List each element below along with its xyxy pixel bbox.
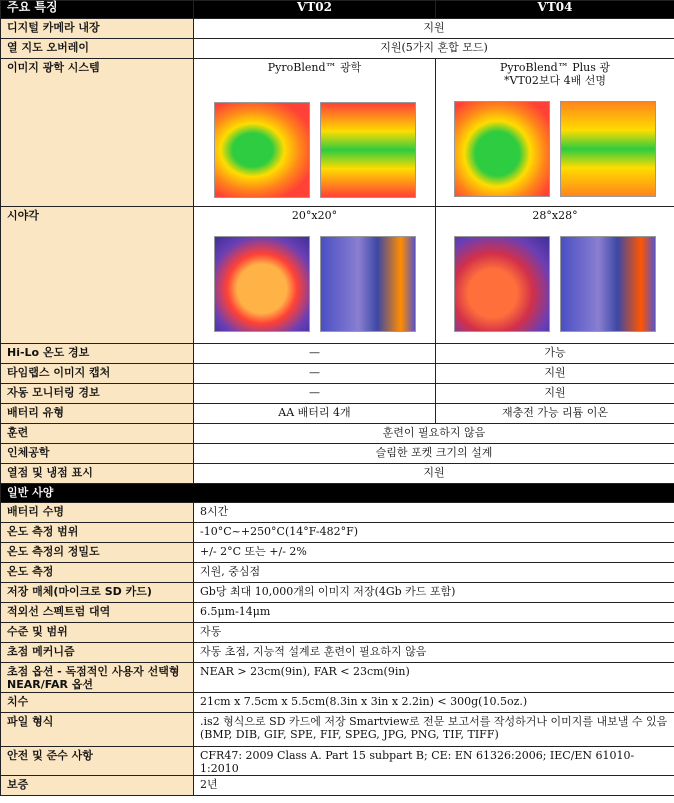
spec-label: 수준 및 범위 <box>1 623 194 643</box>
row-label: 자동 모니터링 경보 <box>1 384 194 404</box>
spec-value: 2년 <box>194 776 674 796</box>
spec-row <box>1 603 674 623</box>
spec-label: 저장 매체(마이크로 SD 카드) <box>1 583 194 603</box>
header-vt04: VT04 <box>436 1 674 19</box>
section-title: 일반 사양 <box>1 484 674 503</box>
row-value-vt02: — <box>194 384 436 404</box>
spec-value: 21cm x 7.5cm x 5.5cm(8.3in x 3in x 2.2in) < 300g(10.5oz.) <box>194 693 674 713</box>
row-label: Hi-Lo 온도 경보 <box>1 344 194 364</box>
spec-value: 지원, 중심점 <box>194 563 674 583</box>
spec-label: 파일 형식 <box>1 713 194 747</box>
spec-value: 8시간 <box>194 503 674 523</box>
fov-vt04-cell <box>436 207 674 344</box>
row-label: 열점 및 냉점 표시 <box>1 464 194 484</box>
fov-vt02-text: 20°x20° <box>291 209 338 222</box>
row-value: 지원 <box>194 19 674 39</box>
row-label: 인체공학 <box>1 444 194 464</box>
optics-vt02-cell <box>194 59 436 207</box>
row-value-vt02: AA 배터리 4개 <box>194 404 436 424</box>
spec-row <box>1 693 674 713</box>
spec-row <box>1 523 674 543</box>
spec-label: 배터리 수명 <box>1 503 194 523</box>
optics-vt04-cell <box>436 59 674 207</box>
row-value-vt02: — <box>194 344 436 364</box>
spec-label: 안전 및 준수 사항 <box>1 747 194 776</box>
spec-label: 온도 측정 <box>1 563 194 583</box>
thermal-image <box>454 236 550 332</box>
header-row <box>1 1 674 19</box>
header-vt02: VT02 <box>194 1 436 19</box>
thermal-image <box>320 236 416 332</box>
row-value: 슬림한 포켓 크기의 설계 <box>194 444 674 464</box>
spec-row <box>1 747 674 776</box>
row-value: 지원 <box>194 464 674 484</box>
spec-label: 초점 옵션 - 독점적인 사용자 선택형 NEAR/FAR 옵션 <box>1 663 194 693</box>
thermal-image <box>560 101 656 197</box>
spec-value: +/- 2°C 또는 +/- 2% <box>194 543 674 563</box>
spec-value: .is2 형식으로 SD 카드에 저장 Smartview로 전문 보고서를 작성하거나 이미지를 내보낼 수 있음(BMP, DIB, GIF, SPE, FIF, SPEG, JPG, PNG, TIF, TIFF) <box>194 713 674 747</box>
spec-row <box>1 623 674 643</box>
optics-vt02-text: PyroBlend™ 광학 <box>267 61 362 74</box>
thermal-image <box>214 236 310 332</box>
thermal-image <box>320 102 416 198</box>
header-feature: 주요 특징 <box>1 1 194 19</box>
spec-value: 자동 <box>194 623 674 643</box>
row-value: 훈련이 필요하지 않음 <box>194 424 674 444</box>
thermal-image <box>560 236 656 332</box>
fov-vt02-cell <box>194 207 436 344</box>
row-value-vt04: 지원 <box>436 364 674 384</box>
fov-vt04-text: 28°x28° <box>532 209 578 222</box>
spec-row <box>1 643 674 663</box>
spec-row <box>1 583 674 603</box>
row-label: 열 지도 오버레이 <box>1 39 194 59</box>
spec-row <box>1 663 674 693</box>
spec-label: 초점 메커니즘 <box>1 643 194 663</box>
spec-row <box>1 543 674 563</box>
spec-value: Gb당 최대 10,000개의 이미지 저장(4Gb 카드 포함) <box>194 583 674 603</box>
spec-label: 보증 <box>1 776 194 796</box>
row-label: 훈련 <box>1 424 194 444</box>
spec-value: 자동 초점, 지능적 설계로 훈련이 필요하지 않음 <box>194 643 674 663</box>
thermal-image <box>214 102 310 198</box>
spec-row <box>1 503 674 523</box>
row-label: 디지털 카메라 내장 <box>1 19 194 39</box>
spec-row <box>1 776 674 796</box>
thermal-image <box>454 101 550 197</box>
spec-value: NEAR > 23cm(9in), FAR < 23cm(9in) <box>194 663 674 693</box>
row-value-vt02: — <box>194 364 436 384</box>
spec-label: 적외선 스펙트럼 대역 <box>1 603 194 623</box>
spec-label: 온도 측정의 정밀도 <box>1 543 194 563</box>
spec-value: -10°C~+250°C(14°F-482°F) <box>194 523 674 543</box>
spec-row <box>1 563 674 583</box>
row-label: 시야각 <box>1 207 194 344</box>
row-label: 배터리 유형 <box>1 404 194 424</box>
row-label: 타임랩스 이미지 캡처 <box>1 364 194 384</box>
spec-row <box>1 713 674 747</box>
row-value-vt04: 재충전 가능 리튬 이온 <box>436 404 674 424</box>
optics-vt04-note: *VT02보다 4배 선명 <box>504 74 606 87</box>
spec-label: 온도 측정 범위 <box>1 523 194 543</box>
optics-vt04-text: PyroBlend™ Plus 광 <box>499 61 610 74</box>
general-specs <box>1 503 674 796</box>
row-value: 지원(5가지 혼합 모드) <box>194 39 674 59</box>
spec-label: 치수 <box>1 693 194 713</box>
row-value-vt04: 지원 <box>436 384 674 404</box>
spec-value: 6.5μm-14μm <box>194 603 674 623</box>
spec-value: CFR47: 2009 Class A. Part 15 subpart B; CE: EN 61326:2006; IEC/EN 61010-1:2010 <box>194 747 674 776</box>
row-label: 이미지 광학 시스템 <box>1 59 194 207</box>
row-value-vt04: 가능 <box>436 344 674 364</box>
